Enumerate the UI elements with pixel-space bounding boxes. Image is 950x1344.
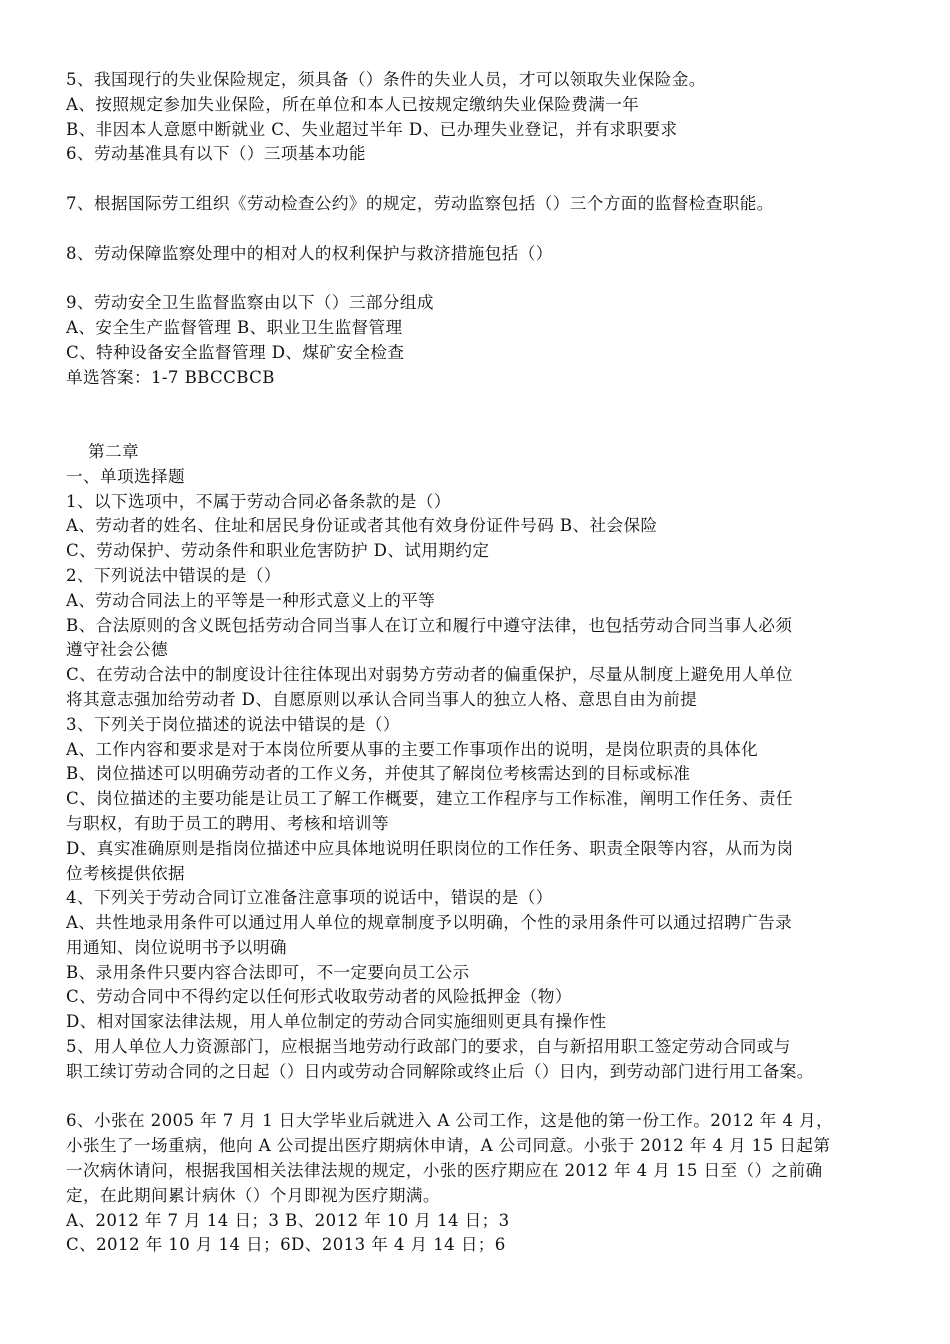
chapter2-q6-options-cd: C、2012 年 10 月 14 日；6D、2013 年 4 月 14 日；6 (66, 1235, 506, 1255)
chapter2-q5-stem-line1: 5、用人单位人力资源部门，应根据当地劳动行政部门的要求，自与新招用职工签定劳动合同或与 (66, 1037, 791, 1057)
chapter2-q6-stem-line2: 小张生了一场重病，他向 A 公司提出医疗期病休申请，A 公司同意。小张于 2012 年 4 月 15 日起第 (66, 1136, 831, 1156)
chapter2-q3-option-b: B、岗位描述可以明确劳动者的工作义务，并使其了解岗位考核需达到的目标或标准 (66, 764, 691, 784)
chapter2-q3-option-d-line1: D、真实准确原则是指岗位描述中应具体地说明任职岗位的工作任务、职责全限等内容，从而为岗 (66, 838, 794, 858)
chapter2-q2-option-a: A、劳动合同法上的平等是一种形式意义上的平等 (66, 590, 436, 610)
multi-choice-answers-row-1 (66, 390, 890, 415)
chapter2-q3-option-c-line1: C、岗位描述的主要功能是让员工了解工作概要，建立工作程序与工作标准，阐明工作任务、责任 (66, 789, 793, 809)
chapter2-q3-option-c-line2: 与职权，有助于员工的聘用、考核和培训等 (66, 813, 389, 833)
chapter2-q2-option-b-line2: 遵守社会公德 (66, 640, 168, 660)
question-8-options (66, 266, 890, 291)
chapter2-q2-stem: 2、下列说法中错误的是（） (66, 565, 281, 585)
multi-choice-answers-row-2 (66, 415, 890, 440)
chapter2-q1-options-ab: A、劳动者的姓名、住址和居民身份证或者其他有效身份证件号码 B、社会保险 (66, 516, 658, 536)
chapter2-q1-options-cd: C、劳动保护、劳动条件和职业危害防护 D、试用期约定 (66, 541, 490, 561)
chapter2-q3-option-d-line2: 位考核提供依据 (66, 863, 185, 883)
section-title: 一、单项选择题 (66, 466, 185, 486)
chapter2-q3-stem: 3、下列关于岗位描述的说法中错误的是（） (66, 714, 400, 734)
chapter2-q5-options (66, 1085, 890, 1110)
question-5-stem: 5、我国现行的失业保险规定，须具备（）条件的失业人员，才可以领取失业保险金。 (66, 70, 706, 89)
chapter2-q4-option-b: B、录用条件只要内容合法即可，不一定要向员工公示 (66, 962, 470, 982)
question-7-options (66, 217, 890, 242)
chapter2-q6-stem-line3: 一次病休请问，根据我国相关法律法规的规定，小张的医疗期应在 2012 年 4 月 15 日至（）之前确 (66, 1161, 823, 1181)
question-7-stem: 7、根据国际劳工组织《劳动检查公约》的规定，劳动监察包括（）三个方面的监督检查职能。 (66, 193, 774, 213)
question-5-option-a: A、按照规定参加失业保险，所在单位和本人已按规定缴纳失业保险费满一年 (66, 94, 640, 114)
question-5-options-bcd: B、非因本人意愿中断就业 C、失业超过半年 D、已办理失业登记，并有求职要求 (66, 119, 678, 139)
question-6-options (66, 167, 890, 192)
chapter2-q2-option-c-line1: C、在劳动合法中的制度设计往往体现出对弱势方劳动者的偏重保护，尽量从制度上避免用人单位 (66, 665, 793, 685)
question-9-stem: 9、劳动安全卫生监督监察由以下（）三部分组成 (66, 293, 434, 313)
chapter2-q4-option-a-line1: A、共性地录用条件可以通过用人单位的规章制度予以明确，个性的录用条件可以通过招聘广告录 (66, 913, 793, 933)
chapter2-q6-stem-line1: 6、小张在 2005 年 7 月 1 日大学毕业后就进入 A 公司工作，这是他的第一份工作。2012 年 4 月， (66, 1111, 834, 1131)
chapter2-q2-option-c-line2: 将其意志强加给劳动者 D、自愿原则以承认合同当事人的独立人格、意思自由为前提 (66, 689, 698, 709)
chapter2-q4-stem: 4、下列关于劳动合同订立准备注意事项的说话中，错误的是（） (66, 888, 553, 908)
chapter2-q6-stem-line4: 定，在此期间累计病休（）个月即视为医疗期满。 (66, 1185, 440, 1205)
question-8-stem: 8、劳动保障监察处理中的相对人的权利保护与救济措施包括（） (66, 243, 553, 263)
chapter2-q6-options-ab: A、2012 年 7 月 14 日；3 B、2012 年 10 月 14 日；3 (66, 1210, 510, 1230)
chapter2-q4-option-a-line2: 用通知、岗位说明书予以明确 (66, 937, 287, 957)
question-9-options-ab: A、安全生产监督管理 B、职业卫生监督管理 (66, 317, 403, 337)
chapter2-q2-option-b-line1: B、合法原则的含义既包括劳动合同当事人在订立和履行中遵守法律，也包括劳动合同当事人必须 (66, 615, 793, 635)
chapter2-q1-stem: 1、以下选项中，不属于劳动合同必备条款的是（） (66, 491, 451, 511)
question-9-options-cd: C、特种设备安全监督管理 D、煤矿安全检查 (66, 342, 405, 362)
chapter2-q4-option-d: D、相对国家法律法规，用人单位制定的劳动合同实施细则更具有操作性 (66, 1012, 607, 1032)
chapter-title: 第二章 (88, 441, 139, 461)
single-choice-answers: 单选答案：1-7 BBCCBCB (66, 367, 275, 387)
chapter2-q5-stem-line2: 职工续订劳动合同的之日起（）日内或劳动合同解除或终止后（）日内，到劳动部门进行用工备案。 (66, 1061, 814, 1081)
chapter2-q4-option-c: C、劳动合同中不得约定以任何形式收取劳动者的风险抵押金（物） (66, 987, 572, 1007)
chapter2-q3-option-a: A、工作内容和要求是对于本岗位所要从事的主要工作事项作出的说明，是岗位职责的具体化 (66, 739, 759, 759)
question-6-stem: 6、劳动基准具有以下（）三项基本功能 (66, 144, 366, 164)
